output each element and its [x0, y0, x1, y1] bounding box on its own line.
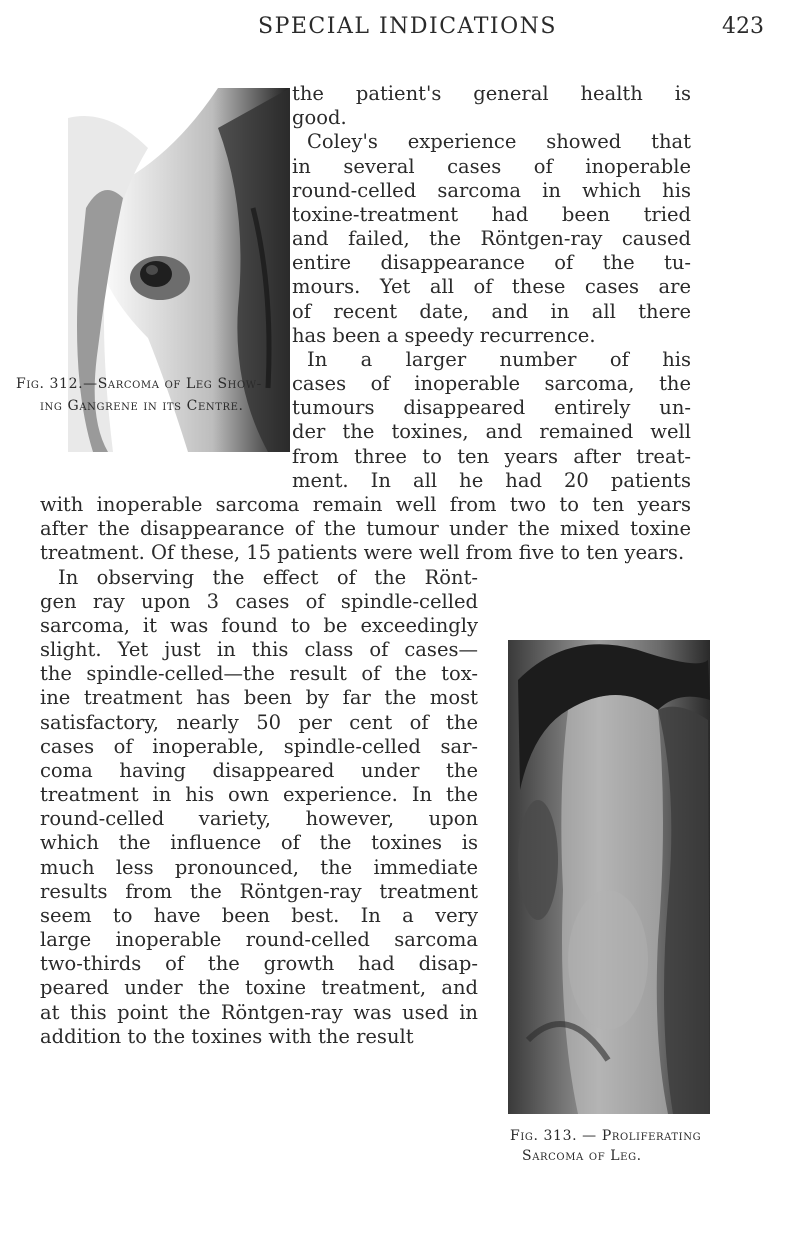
body-line: two-thirds of the growth had disap-: [40, 952, 478, 975]
body-line: toxine-treatment had been tried: [292, 203, 691, 226]
body-line: ment. In all he had 20 patients: [292, 469, 691, 492]
body-line: round-celled sarcoma in which his: [292, 179, 691, 202]
body-line: Coley's experience showed that: [307, 130, 691, 153]
body-line: at this point the Röntgen-ray was used in: [40, 1001, 478, 1024]
body-line: of recent date, and in all there: [292, 300, 691, 323]
body-line: cases of inoperable sarcoma, the: [292, 372, 691, 395]
figure-313-photo: [508, 640, 710, 1114]
body-line: cases of inoperable, spindle-celled sar-: [40, 735, 478, 758]
body-line: the spindle-celled—the result of the tox-: [40, 662, 478, 685]
body-line: der the toxines, and remained well: [292, 420, 691, 443]
figure-313-caption-line-2: Sarcoma of Leg.: [522, 1148, 642, 1164]
page-number: 423: [722, 14, 764, 39]
body-line: has been a speedy recurrence.: [292, 324, 596, 347]
figure-313-caption-line-1: Fig. 313. — Proliferating: [510, 1128, 702, 1144]
body-line: addition to the toxines with the result: [40, 1025, 414, 1048]
body-line: tumours disappeared entirely un-: [292, 396, 691, 419]
figure-312-caption-line-2: ing Gangrene in its Centre.: [40, 398, 244, 414]
body-line: gen ray upon 3 cases of spindle-celled: [40, 590, 478, 613]
body-line: satisfactory, nearly 50 per cent of the: [40, 711, 478, 734]
body-line: treatment. Of these, 15 patients were well from five to ten years.: [40, 541, 685, 564]
body-line: which the influence of the toxines is: [40, 831, 478, 854]
body-line: In a larger number of his: [307, 348, 691, 371]
body-line: good.: [292, 106, 347, 129]
body-line: and failed, the Röntgen-ray caused: [292, 227, 691, 250]
body-line: peared under the toxine treatment, and: [40, 976, 478, 999]
body-line: treatment in his own experience. In the: [40, 783, 478, 806]
running-header: [0, 8, 800, 48]
body-line: much less pronounced, the immediate: [40, 856, 478, 879]
body-line: in several cases of inoperable: [292, 155, 691, 178]
body-line: results from the Röntgen-ray treatment: [40, 880, 478, 903]
body-line: In observing the effect of the Rönt-: [58, 566, 478, 589]
figure-312-caption-line-1: Fig. 312.—Sarcoma of Leg Show-: [16, 376, 262, 392]
body-line: entire disappearance of the tu-: [292, 251, 691, 274]
running-title: SPECIAL INDICATIONS: [258, 14, 557, 39]
body-line: with inoperable sarcoma remain well from two to ten years: [40, 493, 691, 516]
body-line: mours. Yet all of these cases are: [292, 275, 691, 298]
body-line: coma having disappeared under the: [40, 759, 478, 782]
body-line: round-celled variety, however, upon: [40, 807, 478, 830]
body-line: sarcoma, it was found to be exceedingly: [40, 614, 478, 637]
body-line: ine treatment has been by far the most: [40, 686, 478, 709]
body-line: seem to have been best. In a very: [40, 904, 478, 927]
body-line: after the disappearance of the tumour under the mixed toxine: [40, 517, 691, 540]
body-line: large inoperable round-celled sarcoma: [40, 928, 478, 951]
body-line: slight. Yet just in this class of cases—: [40, 638, 478, 661]
body-line: the patient's general health is: [292, 82, 691, 105]
body-line: from three to ten years after treat-: [292, 445, 691, 468]
